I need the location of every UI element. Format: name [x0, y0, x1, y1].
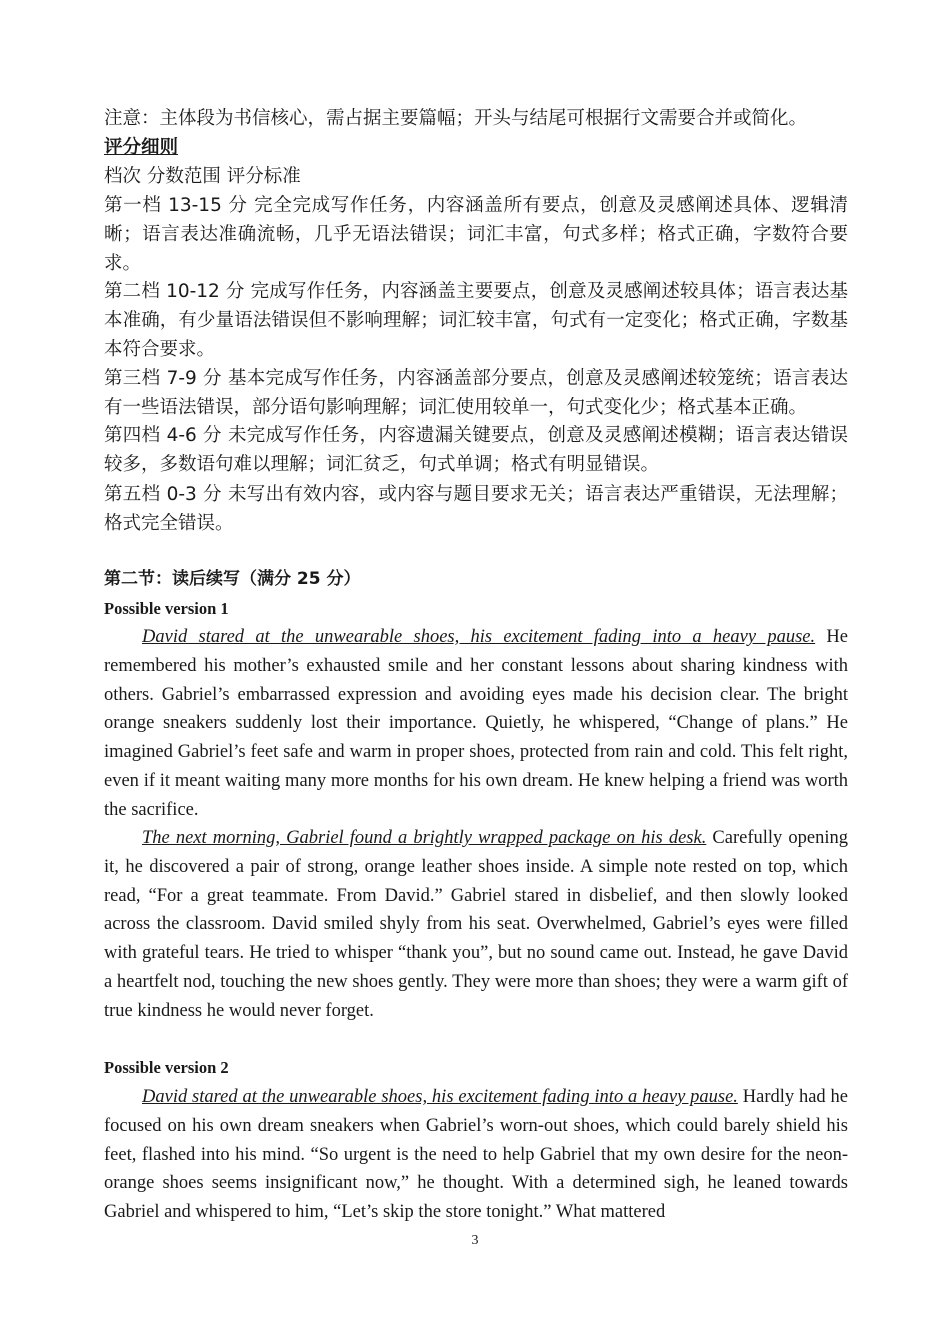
version-1-paragraph-1 [104, 623, 848, 825]
scoring-rubric-heading: 评分细则 [104, 137, 179, 158]
rubric-tier-2: 第二档 10-12 分 完成写作任务，内容涵盖主要要点，创意及灵感阐述较具体；语言表达基本准确，有少量语法错误但不影响理解；词汇较丰富，句式有一定变化；格式正确，字数基本符合要求。 [104, 281, 848, 360]
version-1-paragraph-2-lead: The next morning, Gabriel found a brightly wrapped package on his desk. [142, 828, 707, 848]
page-number: 3 [471, 1233, 479, 1248]
section-2-title: 第二节：读后续写（满分 25 分） [104, 569, 361, 589]
writing-note: 注意：主体段为书信核心，需占据主要篇幅；开头与结尾可根据行文需要合并或简化。 [104, 108, 808, 129]
version-2-title: Possible version 2 [104, 1058, 229, 1077]
version-1-paragraph-2-body: Carefully opening it, he discovered a pair of strong, orange leather shoes inside. A simple note rested on top, which read, “For a great teammate. From David.” Gabriel stared in disbelief, and then slowly looked across the classroom. David smiled shyly from his seat. Overwhelmed, Gabriel’s eyes were filled with grateful tears. He tried to whisper “thank you”, but no sound came out. Instead, he gave David a heartfelt nod, touching the new shoes gently. They were more than shoes; they were a warm gift of true kindness he would never forget. [104, 828, 848, 1021]
version-1-title: Possible version 1 [104, 599, 229, 618]
version-2-paragraph-1-lead: David stared at the unwearable shoes, his excitement fading into a heavy pause. [142, 1087, 738, 1107]
rubric-tier-1: 第一档 13-15 分 完全完成写作任务，内容涵盖所有要点，创意及灵感阐述具体、逻辑清晰；语言表达准确流畅，几乎无语法错误；词汇丰富，句式多样；格式正确，字数符合要求。 [104, 195, 848, 274]
rubric-tier-3: 第三档 7-9 分 基本完成写作任务，内容涵盖部分要点，创意及灵感阐述较笼统；语言表达有一些语法错误，部分语句影响理解；词汇使用较单一，句式变化少；格式基本正确。 [104, 368, 848, 418]
version-1-paragraph-2 [104, 824, 848, 1026]
version-1-paragraph-1-body: He remembered his mother’s exhausted smile and her constant lessons about sharing kindness with others. Gabriel’s embarrassed expression and avoiding eyes made his decision clear. The bright orange sneakers suddenly lost their importance. Quietly, he whispered, “Change of plans.” He imagined Gabriel’s feet safe and warm in proper shoes, protected from rain and cold. This felt right, even if it meant waiting many more months for his own dream. He knew helping a friend was worth the sacrifice. [104, 627, 848, 820]
version-2-paragraph-1 [104, 1083, 848, 1227]
version-1-paragraph-1-lead: David stared at the unwearable shoes, his excitement fading into a heavy pause. [142, 627, 816, 647]
version-2-paragraph-1-body: Hardly had he focused on his own dream sneakers when Gabriel’s worn-out shoes, which could barely shield his feet, flashed into his mind. “So urgent is the need to help Gabriel that my own desire for the neon-orange shoes seems insignificant now,” he thought. With a determined sigh, he leaned towards Gabriel and whispered to him, “Let’s skip the store tonight.” What mattered [104, 1087, 848, 1223]
rubric-tier-4: 第四档 4-6 分 未完成写作任务，内容遗漏关键要点，创意及灵感阐述模糊；语言表达错误较多，多数语句难以理解；词汇贫乏，句式单调；格式有明显错误。 [104, 425, 848, 475]
rubric-tier-5: 第五档 0-3 分 未写出有效内容，或内容与题目要求无关；语言表达严重错误，无法理解；格式完全错误。 [104, 484, 848, 534]
rubric-column-labels: 档次 分数范围 评分标准 [104, 166, 301, 187]
